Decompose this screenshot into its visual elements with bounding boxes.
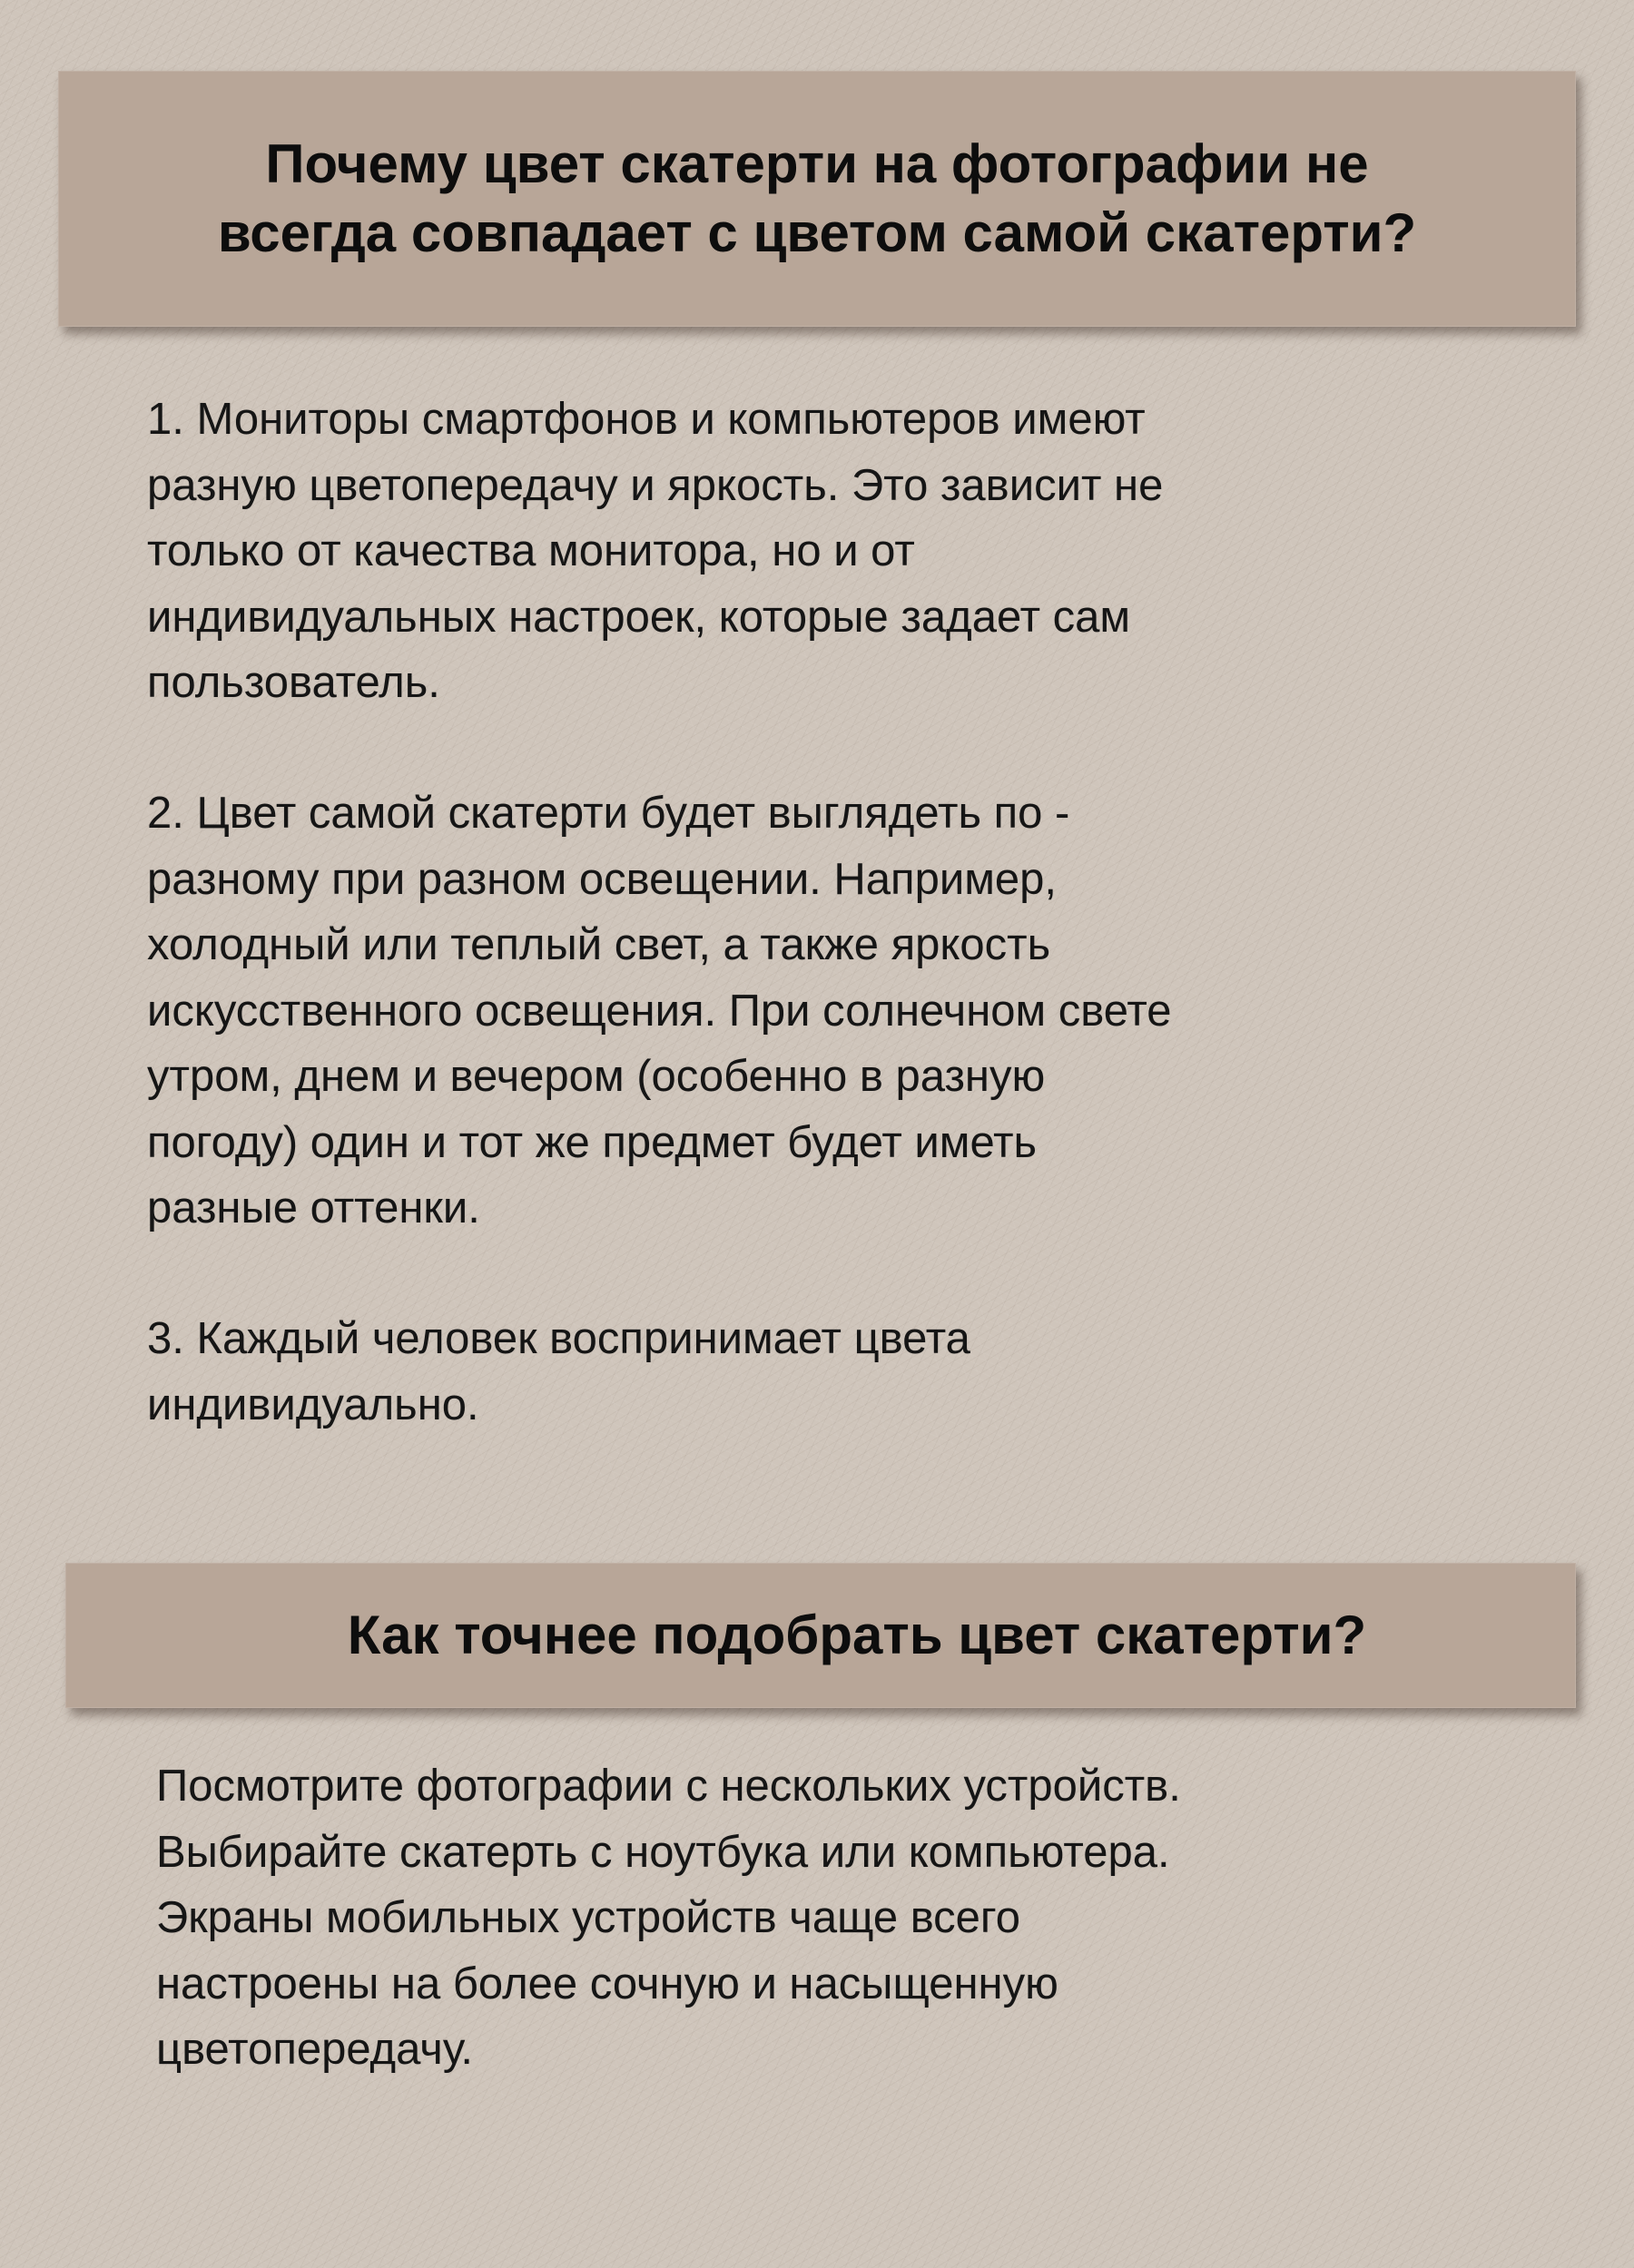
text-line: разному при разном освещении. Например, (147, 854, 1058, 904)
text-line: погоду) один и тот же предмет будет иметь (147, 1117, 1038, 1167)
section-title-how-to-choose: Как точнее подобрать цвет скатерти? (347, 1605, 1367, 1665)
title-banner-why-color-differs (58, 71, 1576, 327)
text-line: искусственного освещения. При солнечном свете (147, 986, 1172, 1036)
text-line: Экраны мобильных устройств чаще всего (156, 1893, 1020, 1942)
text-line: разные оттенки. (147, 1183, 480, 1232)
text-line: 3. Каждый человек воспринимает цвета (147, 1314, 970, 1363)
text-line: цветопередачу. (156, 2025, 474, 2074)
reason-monitors-paragraph (147, 387, 1527, 716)
text-line: Посмотрите фотографии с нескольких устройств. (156, 1762, 1181, 1811)
text-line: утром, днем и вечером (особенно в разную (147, 1052, 1046, 1101)
title-line: Почему цвет скатерти на фотографии не (265, 133, 1369, 194)
reason-perception-paragraph (147, 1306, 1527, 1438)
title-line: всегда совпадает с цветом самой скатерти? (217, 202, 1417, 263)
text-line: индивидуально. (147, 1379, 479, 1429)
text-line: 1. Мониторы смартфонов и компьютеров имеют (147, 395, 1146, 444)
reason-lighting-paragraph (147, 781, 1527, 1242)
text-line: пользователь. (147, 658, 440, 707)
text-line: индивидуальных настроек, которые задает сам (147, 592, 1131, 642)
title-banner-how-to-choose (65, 1563, 1576, 1708)
section-title-why-color-differs (109, 130, 1525, 268)
text-line: 2. Цвет самой скатерти будет выглядеть по - (147, 789, 1070, 838)
advice-paragraph (156, 1753, 1536, 2083)
text-line: Выбирайте скатерть с ноутбука или компьютера. (156, 1827, 1170, 1877)
text-line: холодный или теплый свет, а также яркость (147, 920, 1051, 969)
text-line: настроены на более сочную и насыщенную (156, 1959, 1058, 2008)
text-line: разную цветопередачу и яркость. Это зависит не (147, 460, 1164, 510)
text-line: только от качества монитора, но и от (147, 526, 915, 575)
